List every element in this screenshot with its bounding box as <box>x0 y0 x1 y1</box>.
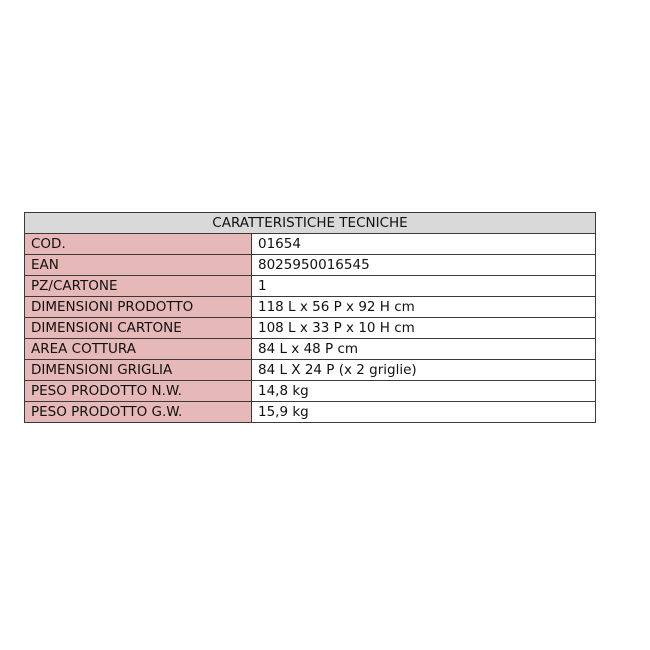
spec-label: DIMENSIONI CARTONE <box>25 318 252 339</box>
spec-label: COD. <box>25 234 252 255</box>
spec-value: 108 L x 33 P x 10 H cm <box>252 318 596 339</box>
table-header-row <box>25 213 596 234</box>
spec-label: AREA COTTURA <box>25 339 252 360</box>
table-row <box>25 360 596 381</box>
table-row <box>25 402 596 423</box>
table-row <box>25 255 596 276</box>
spec-value: 84 L x 48 P cm <box>252 339 596 360</box>
table-row <box>25 234 596 255</box>
spec-value: 8025950016545 <box>252 255 596 276</box>
spec-label: EAN <box>25 255 252 276</box>
spec-label: PESO PRODOTTO G.W. <box>25 402 252 423</box>
spec-value: 15,9 kg <box>252 402 596 423</box>
spec-value: 84 L X 24 P (x 2 griglie) <box>252 360 596 381</box>
spec-label: DIMENSIONI PRODOTTO <box>25 297 252 318</box>
table-row <box>25 381 596 402</box>
spec-value: 14,8 kg <box>252 381 596 402</box>
spec-value: 01654 <box>252 234 596 255</box>
spec-label: PESO PRODOTTO N.W. <box>25 381 252 402</box>
spec-value: 118 L x 56 P x 92 H cm <box>252 297 596 318</box>
spec-label: PZ/CARTONE <box>25 276 252 297</box>
spec-label: DIMENSIONI GRIGLIA <box>25 360 252 381</box>
table-title: CARATTERISTICHE TECNICHE <box>25 213 596 234</box>
table-row <box>25 339 596 360</box>
specs-table <box>24 212 596 423</box>
spec-value: 1 <box>252 276 596 297</box>
table-row <box>25 297 596 318</box>
table-row <box>25 318 596 339</box>
table-row <box>25 276 596 297</box>
